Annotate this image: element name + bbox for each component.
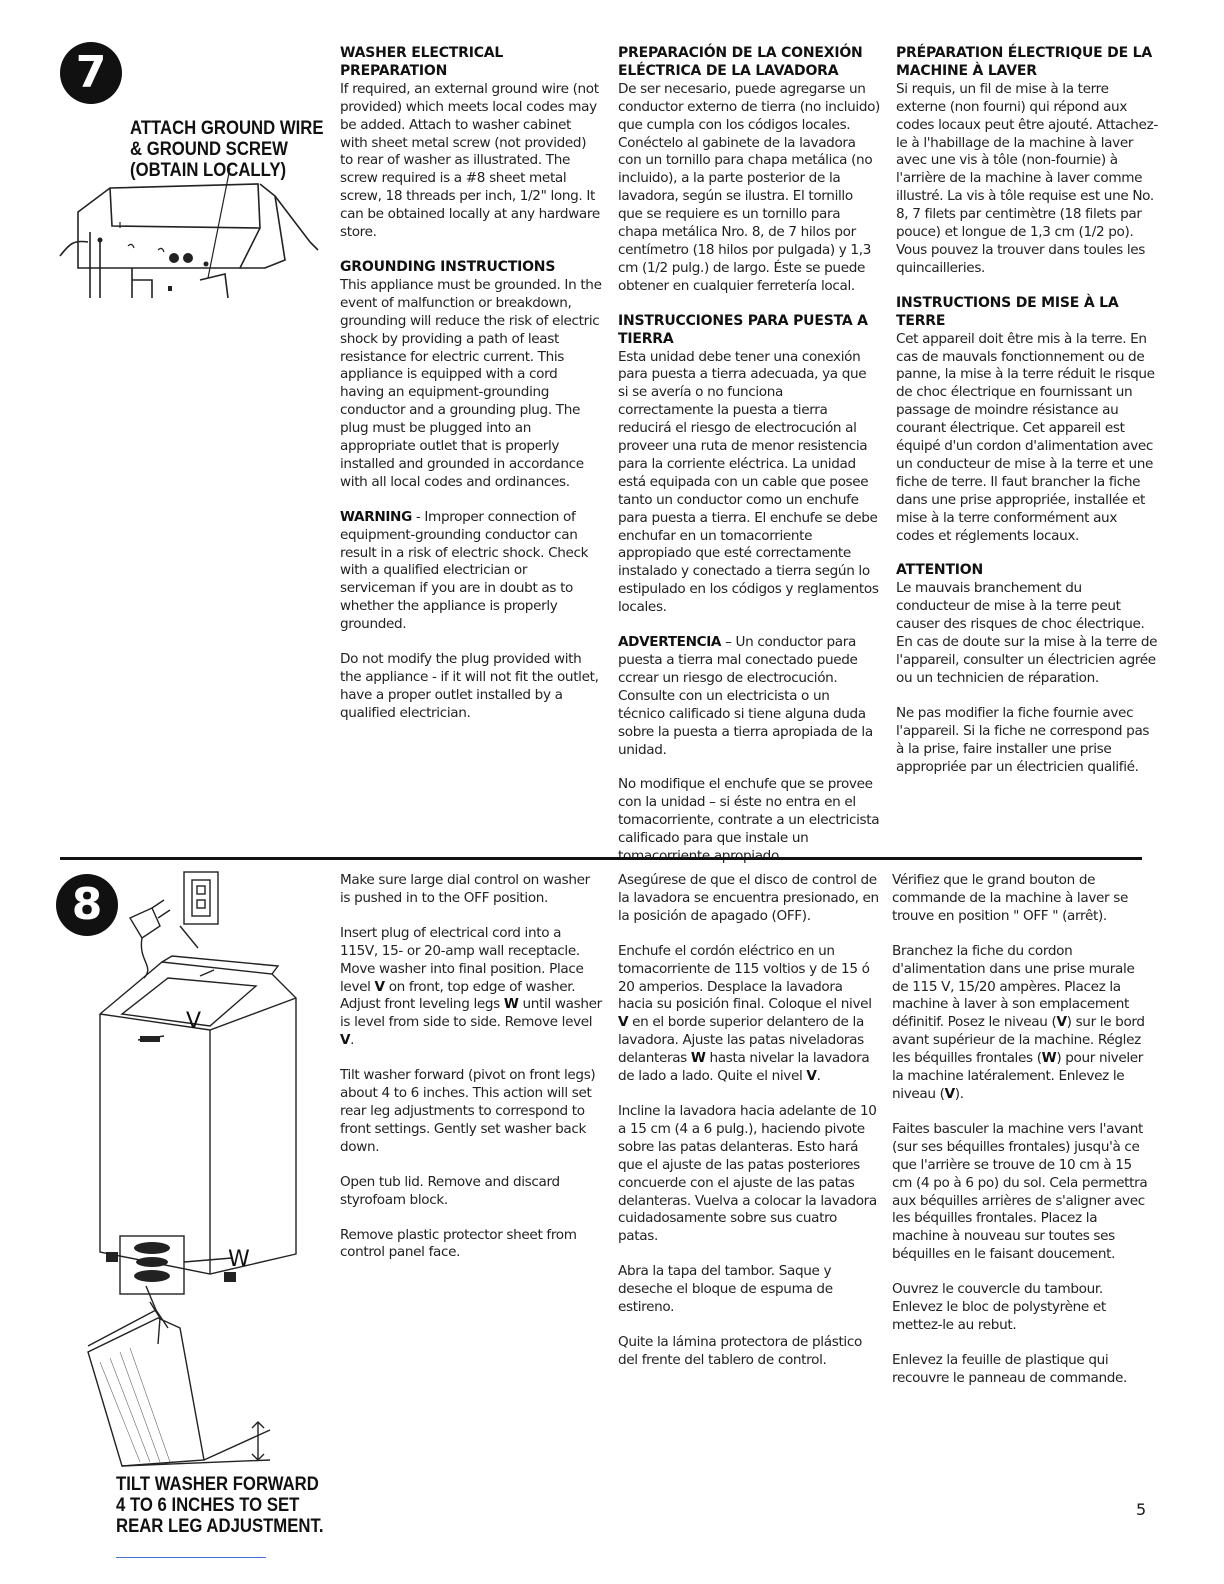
heading-preparacion-conexion: PREPARACIÓN DE LA CONEXIÓN ELÉCTRICA DE LA LAVADORA [618,45,863,79]
footer-link-line [116,1557,266,1558]
washer-leveling-illustration [60,866,300,1346]
level-v-ref: V [374,978,385,995]
leg-w-ref: W [1041,1050,1057,1067]
paragraph: Cet appareil doit être mis à la terre. En cas de mauvals fonctionnement ou de panne, la mise à la terre réduit le risque de choc électrique en fournissant un passage de moindre résistance au courant électrique. Cet appareil est équipé d'un cordon d'alimentation avec un conducteur de mise à la terre et une fiche de terre. Il faut brancher la fiche dans une prise appropriée, installée et mise à la terre conformément aux codes et réglements locaux. [896,330,1155,544]
level-v-ref: V [944,1085,955,1102]
paragraph: Faites basculer la machine vers l'avant (sur ses béquilles frontales) jusqu'à ce que l'arrière se trouve de 10 cm à 15 cm (4 po à 6 po) du sol. Cela permettra aux béquilles arrières de s'aligner avec les béquilles frontales. Placez la machine à nouveau sur toutes ses béquilles en le faisant doucement. [892,1120,1148,1263]
paragraph: Open tub lid. Remove and discard styrofoam block. [340,1173,560,1208]
heading-washer-electrical-preparation: WASHER ELECTRICAL PREPARATION [340,45,504,79]
heading-instrucciones-puesta-tierra: INSTRUCCIONES PARA PUESTA A TIERRA [618,312,868,347]
text: on front, top edge of washer. Adjust front leveling legs [340,978,576,1013]
step-8-caption-line: REAR LEG ADJUSTMENT. [116,1516,324,1537]
label-w: W [228,1247,250,1272]
leg-w-ref: W [503,996,519,1013]
warning-text: - Improper connection of equipment-grounding conductor can result in a risk of electric shock. Check with a qualified electrician or serviceman if you are in doubt as to whether the appliance is properly grounded. [340,508,589,633]
level-v-ref: V [618,1014,629,1031]
heading-preparation-electrique: PRÉPARATION ÉLECTRIQUE DE LA MACHINE À LAVER [896,45,1152,79]
heading-instructions-mise-a-la-terre: INSTRUCTIONS DE MISE À LA TERRE [896,294,1119,329]
text: Insert plug of electrical cord into a 115V, 15- or 20-amp wall receptacle. Move washer into final position. Place level [340,924,584,995]
level-v-ref: V [806,1068,817,1085]
step-8-english-column [340,872,602,1279]
paragraph: This appliance must be grounded. In the event of malfunction or breakdown, grounding will reduce the risk of electric shock by providing a path of least resistance for electric current. This appliance is equipped with a cord having an equipment-grounding conductor and a grounding plug. The plug must be plugged into an appropriate outlet that is properly installed and grounded in accordance with all local codes and ordinances. [340,276,602,490]
paragraph: If required, an external ground wire (not provided) which meets local codes may be added. Attach to washer cabinet with sheet metal screw (not provided) to rear of washer as illustrated. The screw required is a #8 sheet metal screw, 18 threads per inch, 1/2" long. It can be obtained locally at any hardware store. [340,80,600,241]
step-8-badge: 8 [56,874,118,936]
text: en el borde superior delantero de la lavadora. Ajuste las patas niveladoras delanteras [618,1014,864,1067]
step-7-caption-line: ATTACH GROUND WIRE [130,118,324,139]
paragraph [340,925,602,1050]
step-8-french-column [892,872,1154,1405]
step-8-caption [116,1474,323,1537]
text: hasta nivelar la lavadora de lado a lado. Quite el nivel [618,1050,870,1085]
step-7-french-column [896,45,1158,793]
paragraph: Make sure large dial control on washer is pushed in to the OFF position. [340,872,590,906]
step-7-caption-line: (OBTAIN LOCALLY) [130,160,287,181]
text: . [350,1032,355,1049]
paragraph: Si requis, un fil de mise à la terre externe (non fourni) qui répond aux codes locaux peut être ajouté. Attachez-le à l'habillage de la machine à laver avec une vis à tôle (non-fournie) à l'arrière de la machine à laver comme illustré. La vis à tôle requise est une No. 8, 7 filets par centimètre (18 filets par pouce) et longue de 1,3 cm (1/2 po). Vous pouvez la trouver dans toules les quincailleries. [896,80,1158,276]
warning-text: – Un conductor para puesta a tierra mal conectado puede ccrear un riesgo de electrocución. Consulte con un electricista o un técnico calificado si tiene alguna duda sobre la puesta a tierra apropiada de la unidad. [618,634,873,758]
paragraph: Do not modify the plug provided with the appliance - if it will not fit the outlet, have a proper outlet installed by a qualified electrician. [340,651,599,721]
text: ) sur le bord avant supérieur de la machine. Réglez les béquilles frontales ( [892,1014,1145,1067]
step-7-english-column [340,45,602,740]
text: until washer is level from side to side. Remove level [340,996,602,1031]
paragraph: Incline la lavadora hacia adelante de 10 a 15 cm (4 a 6 pulg.), haciendo pivote sobre las patas delanteras. Esto hará que el ajuste de las patas posteriores concuerde con el ajuste de las patas delanteras. Vuelva a colocar la lavadora cuidadosamente sobre sus cuatro patas. [618,1102,877,1245]
level-v-ref: V [1056,1014,1067,1031]
warning-label: ADVERTENCIA [618,634,722,651]
step-8-caption-line: TILT WASHER FORWARD [116,1474,319,1495]
level-v-ref: V [340,1032,351,1049]
paragraph [892,943,1154,1104]
text: ). [954,1085,964,1102]
step-7-spanish-column [618,45,880,883]
paragraph: Abra la tapa del tambor. Saque y deseche el bloque de espuma de estireno. [618,1263,833,1316]
paragraph: Enlevez la feuille de plastique qui recouvre le panneau de commande. [892,1351,1128,1386]
text: Enchufe el cordón eléctrico en un tomacorriente de 115 voltios y de 15 ó 20 amperios. Desplace la lavadora hacia su posición final. Coloque el nivel [618,942,872,1013]
label-v: V [186,1009,202,1034]
warning-label: WARNING [340,508,412,525]
paragraph: De ser necesario, puede agregarse un conductor externo de tierra (no incluido) que cumpla con los códigos locales. Conéctelo al gabinete de la lavadora con un tornillo para chapa metálica (no incluido), a la parte posterior de la lavadora, según se ilustra. El tornillo que se requiere es un tornillo para chapa metálica Nro. 8, de 7 hilos por centímetro (18 hilos por pulgada) y 1,3 cm (1/2 pulg.) de largo. Éste se puede obtener en cualquier ferretería local. [618,80,881,294]
paragraph: No modifique el enchufe que se provee con la unidad – si éste no entra en el tomacorriente, contrate a un electricista calificado para que instale un [618,776,880,847]
step-7-caption-line: & GROUND SCREW [130,139,288,160]
paragraph: Tilt washer forward (pivot on front legs) about 4 to 6 inches. This action will set rear leg adjustments to correspond to front settings. Gently set washer back down. [340,1067,596,1155]
step-8-caption-line: 4 TO 6 INCHES TO SET [116,1495,300,1516]
warning-paragraph [618,634,880,759]
paragraph: Asegúrese de que el disco de control de la lavadora se encuentra presionado, en la posición de apagado (OFF). [618,872,879,924]
paragraph: Esta unidad debe tener una conexión para puesta a tierra adecuada, ya que si se avería o no funciona correctamente la puesta a tierra reducirá el riesgo de electrocución al proveer una ruta de menor resistencia para la corriente eléctrica. La unidad está equipada con un cable que posee tanto un conductor como un enchufe para puesta a tierra. El enchufe se debe enchufar en un tomacorriente appropiado que esté correctamente instalado y conectado a tierra según lo estipulado en los códigos y reglamentos locales. [618,348,879,616]
warning-paragraph [340,509,602,634]
paragraph: Vérifiez que le grand bouton de commande de la machine à laver se trouve en position " OFF " (arrêt). [892,872,1128,924]
text: ) pour niveler la machine latéralement. Enlevez le niveau ( [892,1050,1144,1102]
step-8-spanish-column [618,872,880,1387]
paragraph: Quite la lámina protectora de plástico del frente del tablero de control. [618,1333,862,1368]
paragraph: Ne pas modifier la fiche fournie avec l'appareil. Si la fiche ne correspond pas à la prise, faire installer une prise appropriée par un électricien qualifié. [896,704,1150,775]
page-number: 5 [1136,1500,1147,1519]
text: Branchez la fiche du cordon d'alimentation dans une prise murale de 115 V, 15/20 ampères. Placez la machine à laver à son emplacement définitif. Posez le niveau ( [892,942,1135,1031]
paragraph: Ouvrez le couvercle du tambour. Enlevez le bloc de polystyrène et mettez-le au rebut. [892,1281,1106,1333]
section-divider [60,857,1142,860]
heading-attention: ATTENTION [896,562,984,579]
heading-grounding-instructions: GROUNDING INSTRUCTIONS [340,258,556,275]
leg-w-ref: W [690,1050,706,1067]
paragraph: Le mauvais branchement du conducteur de mise à la terre peut causer des risques de choc électrique. En cas de doute sur la mise à la terre de l'appareil, consulter un électricien agrée ou un technicien de réparation. [896,580,1158,686]
step-7-badge: 7 [60,42,122,104]
tilted-washer-illustration [80,1292,310,1472]
ground-wire-illustration [60,168,320,308]
paragraph [618,943,880,1086]
paragraph: Remove plastic protector sheet from control panel face. [340,1226,577,1261]
text: . [816,1068,821,1085]
